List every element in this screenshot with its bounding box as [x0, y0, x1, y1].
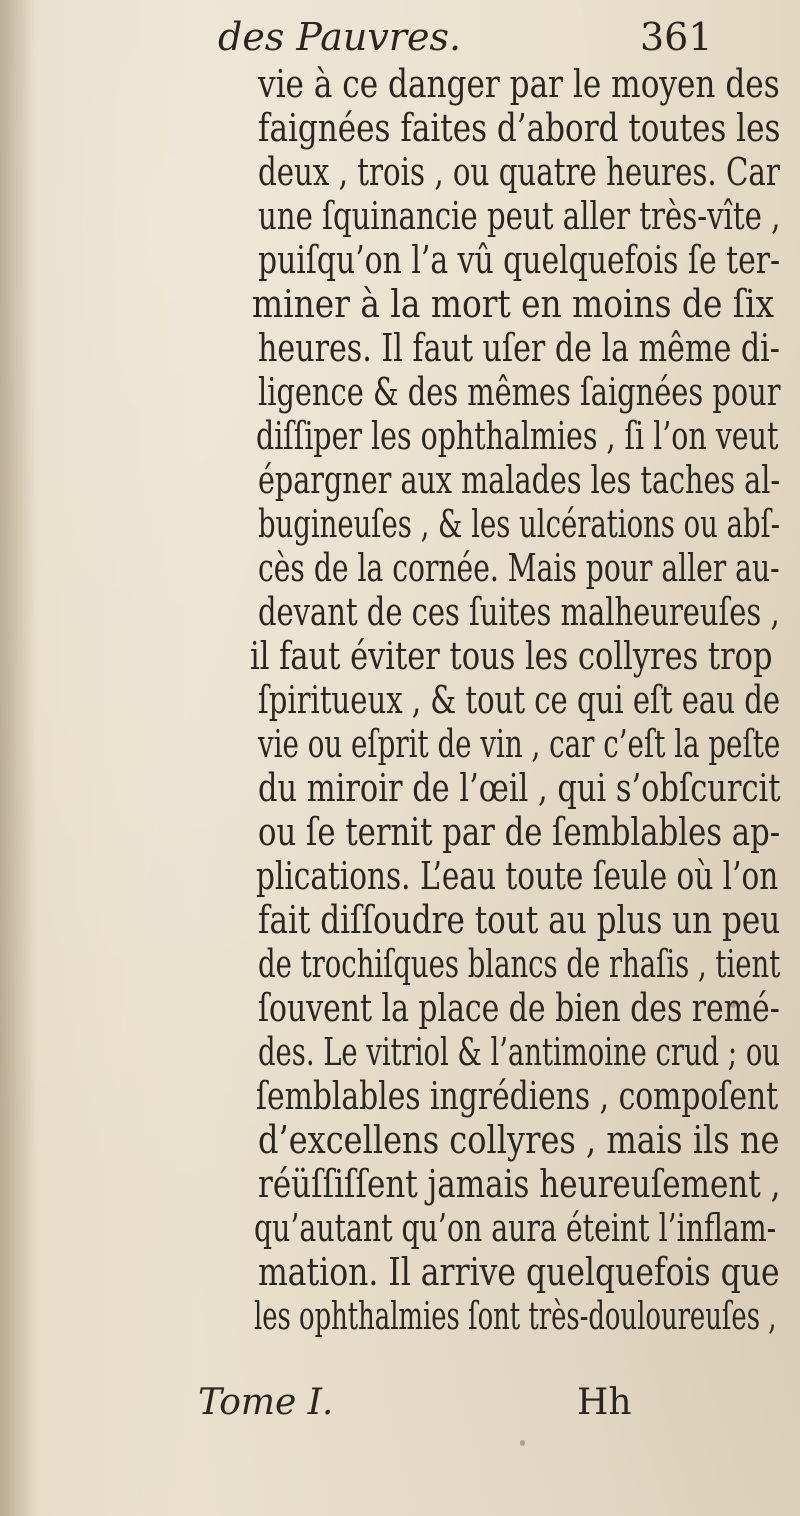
text-line: puiſqu’on l’a vû quelquefois ſe ter-: [258, 238, 781, 282]
page-header: [0, 14, 800, 60]
text-line: réüſſiſſent jamais heureuſement ,: [258, 1162, 781, 1206]
text-line: d’excellens collyres , mais ils ne: [258, 1118, 780, 1162]
gutter-shadow: [0, 0, 36, 1516]
page-footer: [0, 1380, 800, 1426]
text-line: du miroir de l’œil , qui s’obſcurcit: [258, 766, 781, 810]
text-line: vie ou eſprit de vin , car c’eſt la peſte: [258, 722, 781, 766]
text-line: une ſquinancie peut aller très-vîte ,: [258, 194, 781, 238]
text-line: ſpiritueux , & tout ce qui eſt eau de: [258, 678, 781, 722]
text-line: de trochiſques blancs de rhaſis , tient: [258, 942, 781, 986]
text-line: faignées faites d’abord toutes les: [258, 106, 781, 150]
text-line: les ophthalmies ſont très-douloureuſes ,: [254, 1294, 777, 1338]
text-line: bugineuſes , & les ulcérations ou abſ-: [258, 502, 781, 546]
text-line: vie à ce danger par le moyen des: [258, 62, 780, 106]
text-line: ou ſe ternit par de ſemblables ap-: [258, 810, 781, 854]
paper-speck: [520, 1440, 525, 1446]
text-line: cès de la cornée. Mais pour aller au-: [258, 546, 780, 590]
text-line: miner à la mort en moins de ſix: [252, 282, 774, 326]
text-line: ſouvent la place de bien des remé-: [258, 986, 780, 1030]
text-line: ſemblables ingrédiens , compoſent: [256, 1074, 779, 1118]
running-title: des Pauvres.: [218, 15, 462, 59]
text-line: mation. Il arrive quelquefois que: [258, 1250, 780, 1294]
signature-mark: Hh: [577, 1382, 632, 1423]
text-line: fait diſſoudre tout au plus un peu: [258, 898, 781, 942]
page-number: 361: [640, 15, 713, 59]
text-line: il faut éviter tous les collyres trop: [250, 634, 773, 678]
text-line: des. Le vitriol & l’antimoine crud ; ou: [258, 1030, 780, 1074]
text-line: qu’autant qu’on aura éteint l’inflam-: [254, 1206, 777, 1250]
text-line: épargner aux malades les taches al-: [258, 458, 781, 502]
text-line: ligence & des mêmes ſaignées pour: [258, 370, 781, 414]
text-line: heures. Il faut uſer de la même di-: [258, 326, 780, 370]
text-line: diſſiper les ophthalmies , ſi l’on veut: [256, 414, 779, 458]
text-line: plications. L’eau toute ſeule où l’on: [256, 854, 779, 898]
text-line: deux , trois , ou quatre heures. Car: [258, 150, 780, 194]
volume-label: Tome I.: [198, 1382, 334, 1423]
paper-speck: [730, 1000, 736, 1008]
text-line: devant de ces ſuites malheureuſes ,: [258, 590, 780, 634]
